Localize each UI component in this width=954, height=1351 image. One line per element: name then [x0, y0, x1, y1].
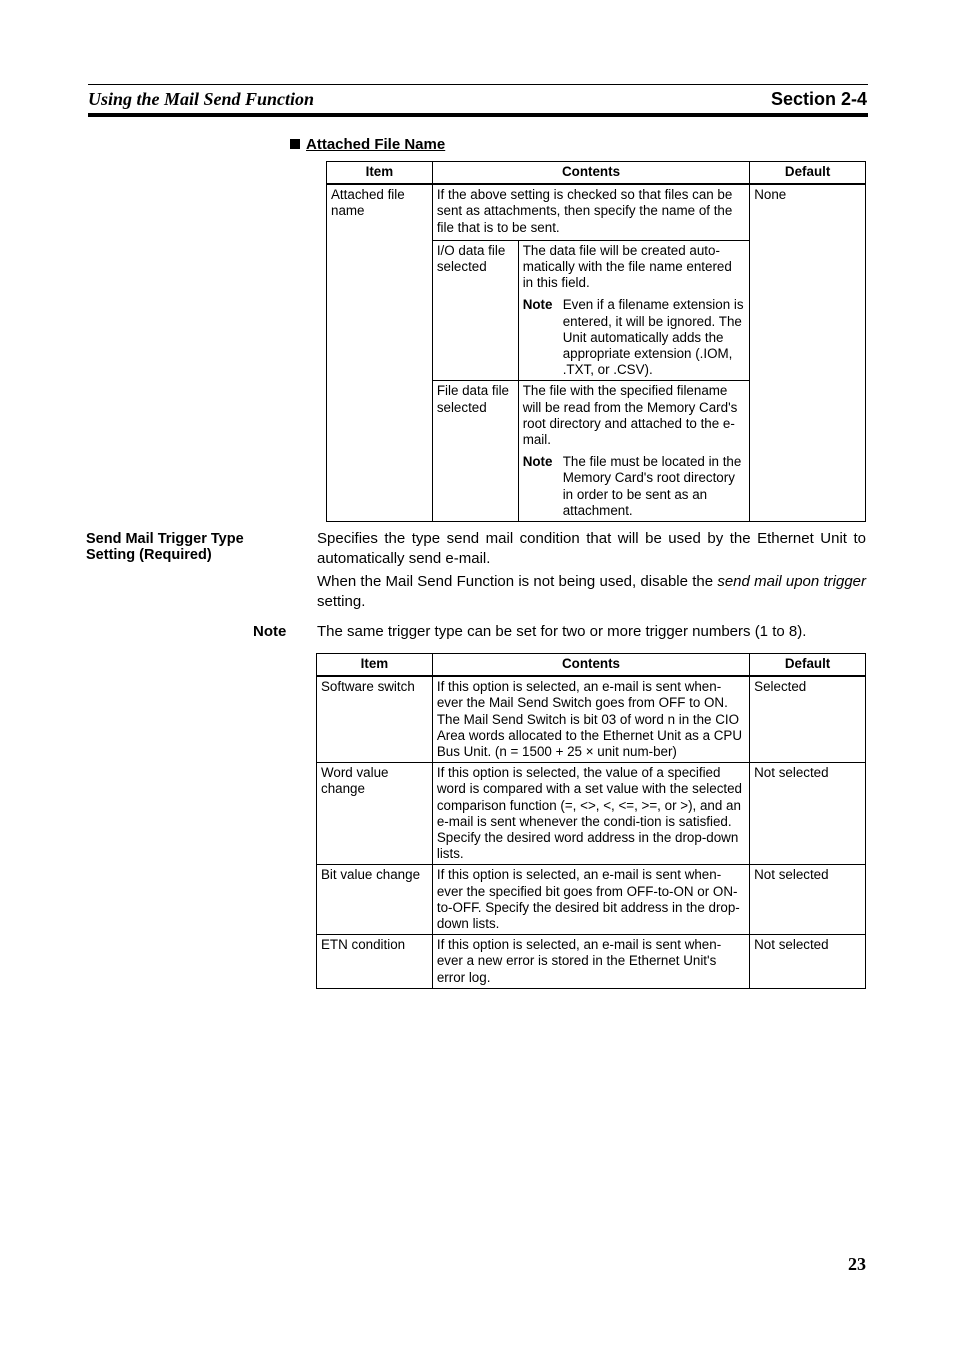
header-rule-top: [88, 84, 868, 85]
column-header-item: Item: [327, 162, 433, 185]
note-label: Note: [522, 454, 553, 470]
table-row: [317, 865, 866, 935]
header-section: Section 2-4: [770, 89, 867, 109]
io-data-text: The data file will be created auto-matically with the file name entered in this field.: [522, 242, 732, 291]
column-header-default: Default: [750, 654, 866, 677]
trigger-default-bit-value-change: Not selected: [750, 865, 866, 935]
square-bullet-icon: [290, 139, 300, 149]
file-data-label: File data file selected: [432, 381, 518, 522]
trigger-contents-software-switch: [432, 676, 749, 763]
trigger-description: Specifies the type send mail condition that will be used by the Ethernet Unit to automatically send e-mail.: [317, 530, 866, 567]
trigger-note-label: Note: [253, 623, 287, 640]
attached-default-cell: None: [750, 184, 866, 521]
trigger-note-text: The same trigger type can be set for two or more trigger numbers (1 to 8).: [317, 623, 807, 640]
attached-contents-cell: If the above setting is checked so that files can be sent as attachments, then specify the name of the file that is to be sent.: [432, 184, 749, 240]
trigger-item-bit-value-change: Bit value change: [317, 865, 433, 935]
column-header-item: Item: [317, 654, 433, 677]
trigger-type-table: [316, 653, 866, 989]
column-header-contents: Contents: [432, 654, 749, 677]
contents-line: If this option is selected, an e-mail is sent when-ever the specified bit goes from OFF-to-ON or ON-to-OFF. Specify the desired bit address in the drop-down lists.: [436, 867, 740, 932]
contents-line: Specify the desired word address in the drop-down lists.: [436, 830, 739, 862]
attached-file-heading: [290, 136, 445, 153]
trigger-disable-emphasis: send mail upon trigger: [717, 573, 866, 590]
table-row: [317, 763, 866, 865]
contents-line: If this option is selected, an e-mail is sent when-ever the Mail Send Switch goes from OFF to ON.: [436, 679, 728, 711]
contents-line: The Mail Send Switch is bit 03 of word n in the CIO Area words allocated to the Ethernet Unit as a CPU Bus Unit. (n = 1500 + 25 × unit num-ber): [436, 711, 743, 760]
contents-line: If this option is selected, the value of a specified word is compared with a set value with the selected comparison function (=, <>, <, <=, >=, or >), and an e-mail is sent whenever the condi-tion is satisfied.: [436, 765, 743, 829]
page-number: 23: [848, 1254, 866, 1274]
attached-file-heading-text: Attached File Name: [306, 136, 446, 153]
trigger-item-word-value-change: Word value change: [317, 763, 433, 865]
trigger-contents-bit-value-change: [432, 865, 749, 935]
trigger-disable-note: [317, 572, 866, 612]
trigger-item-etn-condition: ETN condition: [317, 935, 433, 989]
trigger-disable-text-a: When the Mail Send Function is not being used, disable the: [317, 573, 718, 590]
table-header-row: [317, 654, 866, 677]
attached-file-table: [326, 161, 866, 522]
trigger-contents-word-value-change: [432, 763, 749, 865]
trigger-default-word-value-change: Not selected: [750, 763, 866, 865]
trigger-default-etn-condition: Not selected: [750, 935, 866, 989]
table-row: [327, 184, 866, 240]
note-text: The file must be located in the Memory Card's root directory in order to be sent as an attachment.: [562, 454, 742, 518]
note-label: Note: [522, 297, 553, 313]
file-data-contents: [518, 381, 750, 522]
table-header-row: [327, 162, 866, 185]
io-data-note: [523, 297, 746, 378]
trigger-side-heading: [86, 531, 244, 563]
table-row: [317, 676, 866, 763]
trigger-item-software-switch: Software switch: [317, 676, 433, 763]
trigger-contents-etn-condition: [432, 935, 749, 989]
note-text: Even if a filename extension is entered, it will be ignored. The Unit automatically adds the appropriate extension (.IOM, .TXT, or .CSV).: [562, 297, 744, 378]
contents-line: If this option is selected, an e-mail is sent when-ever a new error is stored in the Ethernet Unit's error log.: [436, 937, 722, 985]
io-data-contents: [518, 240, 750, 381]
table-row: [317, 935, 866, 989]
io-data-label: I/O data file selected: [432, 240, 518, 381]
file-data-text: The file with the specified filename will be read from the Memory Card's root directory and attached to the e-mail.: [522, 383, 738, 448]
file-data-note: [523, 454, 746, 519]
attached-item-cell: Attached file name: [327, 184, 433, 521]
header-title: Using the Mail Send Function: [88, 89, 315, 109]
trigger-side-heading-line1: Send Mail Trigger Type: [86, 531, 244, 547]
trigger-default-software-switch: Selected: [750, 676, 866, 763]
column-header-contents: Contents: [432, 162, 749, 185]
trigger-disable-text-b: setting.: [317, 593, 366, 610]
trigger-side-heading-line2: Setting (Required): [86, 547, 212, 563]
column-header-default: Default: [750, 162, 866, 185]
header-rule-bottom: [88, 113, 868, 117]
